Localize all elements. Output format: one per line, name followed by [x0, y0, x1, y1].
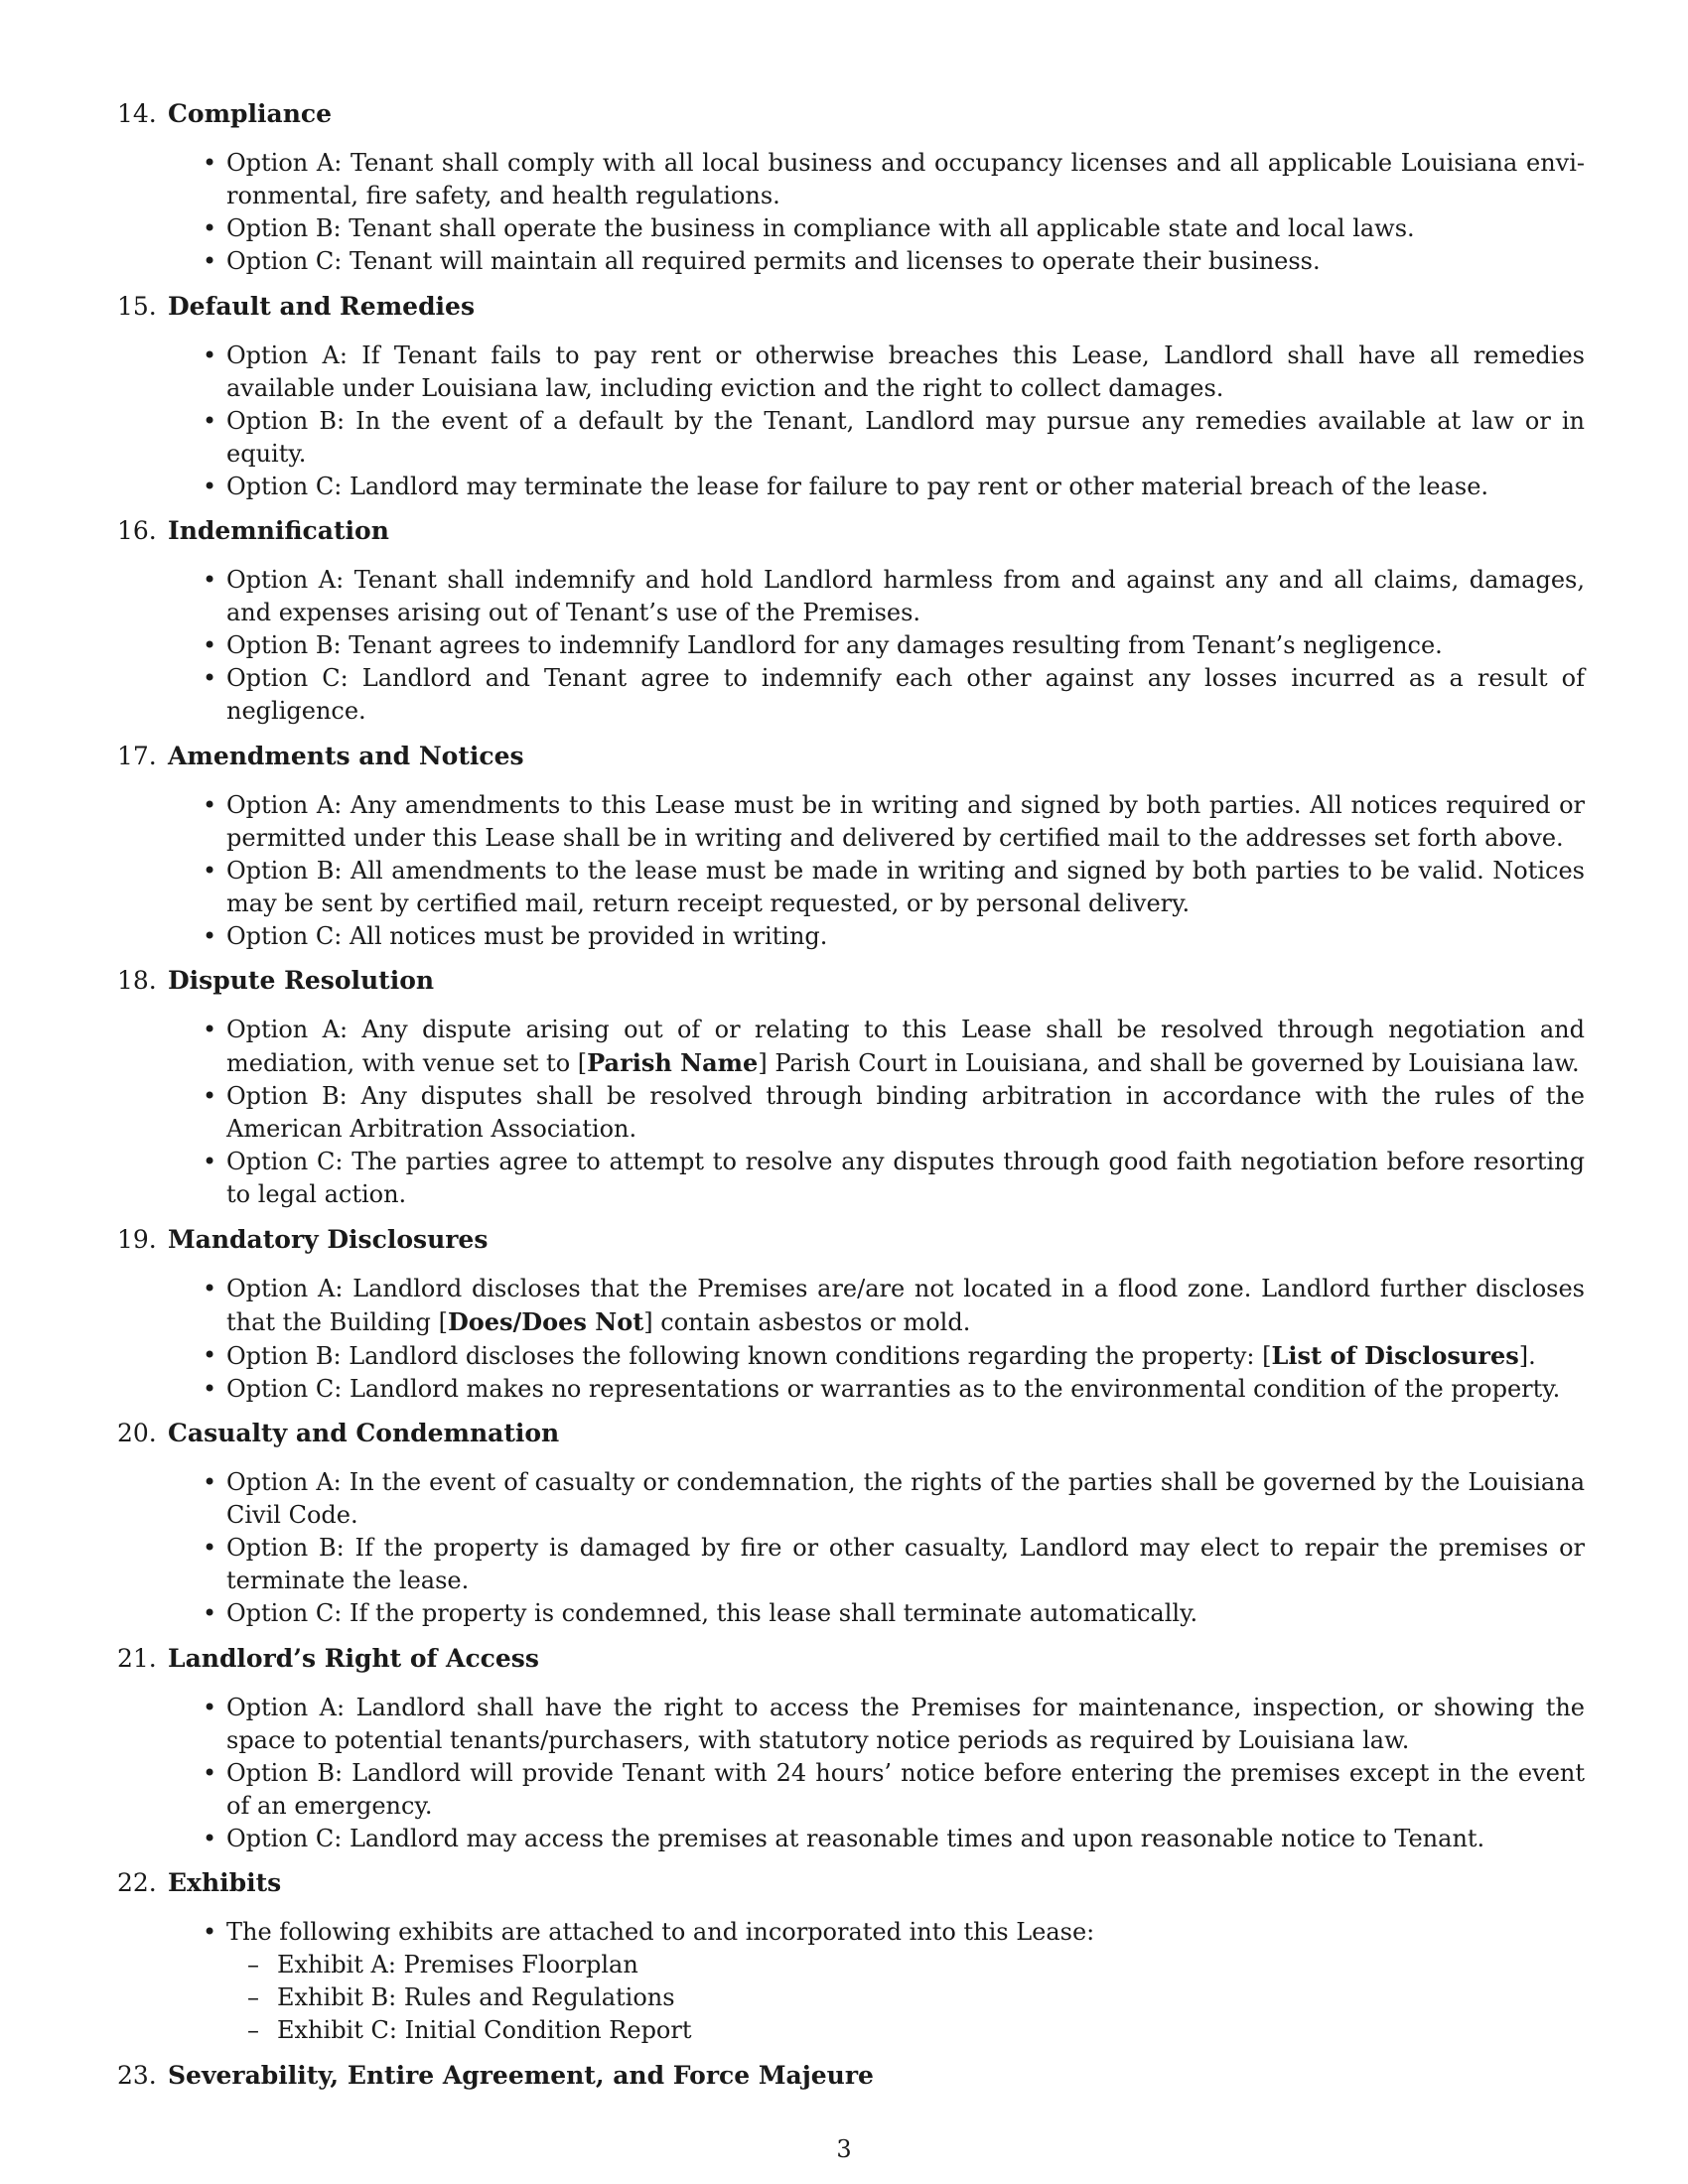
clause-section: [117, 290, 1585, 503]
option-text: Option B: Landlord will provide Tenant with 24 hours’ notice before entering the premises except in the event of an emergency.: [226, 1758, 1585, 1820]
bullet-icon: •: [203, 1274, 217, 1302]
clause-heading: [117, 290, 1585, 323]
dash-icon: –: [247, 1951, 259, 1979]
clause-number: 17.: [117, 741, 157, 770]
bullet-icon: •: [203, 1534, 217, 1562]
clause-section: [117, 740, 1585, 953]
option-text: Option B: Landlord discloses the following known conditions regarding the property:: [226, 1341, 1263, 1370]
bullet-icon: •: [203, 921, 217, 950]
clause-number: 18.: [117, 966, 157, 995]
option-item: [203, 1597, 1585, 1630]
clause-number: 15.: [117, 291, 157, 321]
option-text: Option A: Tenant shall comply with all local business and occupancy licenses and all applicable Louisiana environmental, fire safety, and health regulations.: [226, 149, 1585, 209]
exhibit-label: Exhibit B: Rules and Regulations: [277, 1983, 675, 2011]
option-item: [203, 1532, 1585, 1597]
option-text: Option B: Tenant agrees to indemnify Landlord for any damages resulting from Tenant’s negligence.: [226, 631, 1443, 659]
bullet-icon: •: [203, 1468, 217, 1496]
option-item: [203, 1339, 1585, 1373]
clause-heading: [117, 2059, 1585, 2092]
option-item: [203, 789, 1585, 855]
clause-title: Compliance: [168, 99, 333, 128]
option-text: ] contain asbestos or mold.: [643, 1307, 971, 1336]
bullet-icon: •: [203, 856, 217, 885]
clause-title: Amendments and Notices: [168, 741, 524, 770]
option-text: The following exhibits are attached to and incorporated into this Lease:: [226, 1918, 1095, 1946]
option-text: [: [577, 1049, 588, 1077]
dash-icon: –: [247, 2016, 259, 2044]
clause-section: [117, 964, 1585, 1211]
option-item: [203, 564, 1585, 629]
option-text: Option A: Landlord shall have the right to access the Premises for maintenance, inspection, or showing the space to potential tenants/purchasers, with statutory notice periods as required by Louisiana law.: [226, 1693, 1585, 1754]
option-text: Option A: In the event of casualty or condemnation, the rights of the parties shall be governed by the Louisiana Civil Code.: [226, 1468, 1585, 1529]
page-number: 3: [836, 2135, 852, 2163]
exhibit-list: [226, 1949, 1585, 2047]
bullet-icon: •: [203, 1374, 217, 1403]
option-item: [203, 629, 1585, 662]
clause-heading: [117, 964, 1585, 997]
option-item: [203, 471, 1585, 503]
bullet-icon: •: [203, 664, 217, 692]
option-item: [203, 662, 1585, 728]
bullet-icon: •: [203, 790, 217, 819]
option-item: [203, 1146, 1585, 1211]
option-list: [117, 564, 1585, 728]
clause-section: [117, 1866, 1585, 2047]
dash-icon: –: [247, 1983, 259, 2011]
bullet-icon: •: [203, 149, 217, 177]
placeholder-field: List of Disclosures: [1271, 1340, 1519, 1370]
option-text: Option A: If Tenant fails to pay rent or otherwise breaches this Lease, Landlord shall have all remedies available under Louisiana law, including eviction and the right to collect damages.: [226, 341, 1585, 402]
bullet-icon: •: [203, 341, 217, 369]
exhibit-label: Exhibit A: Premises Floorplan: [277, 1951, 638, 1979]
clause-heading: [117, 514, 1585, 547]
option-text: Option C: All notices must be provided in writing.: [226, 921, 828, 950]
bullet-icon: •: [203, 1599, 217, 1627]
option-item: [203, 1692, 1585, 1757]
option-item: [203, 1466, 1585, 1532]
option-text: Option C: Landlord makes no representations or warranties as to the environmental condition of the property.: [226, 1374, 1561, 1403]
option-text: [: [1262, 1341, 1272, 1370]
bullet-icon: •: [203, 1340, 217, 1369]
option-text: Option A: Tenant shall indemnify and hold Landlord harmless from and against any and all claims, damages, and expenses arising out of Tenant’s use of the Premises.: [226, 566, 1585, 626]
bullet-icon: •: [203, 1082, 217, 1110]
clause-number: 19.: [117, 1224, 157, 1254]
option-list: [117, 1466, 1585, 1630]
clause-section: [117, 1642, 1585, 1855]
option-text: Option A: Any dispute arising out of or relating to this Lease shall be resolved through negotiation and mediation, with venue set to: [226, 1016, 1585, 1077]
option-list: [117, 789, 1585, 953]
bullet-icon: •: [203, 406, 217, 435]
clause-heading: [117, 1223, 1585, 1256]
clause-heading: [117, 740, 1585, 772]
option-list: [117, 1273, 1585, 1406]
clause-number: 16.: [117, 516, 157, 545]
clause-section: [117, 1417, 1585, 1630]
option-item: [203, 340, 1585, 405]
option-item: [203, 147, 1585, 212]
option-text: Option C: If the property is condemned, this lease shall terminate automatically.: [226, 1599, 1198, 1627]
clause-title: Mandatory Disclosures: [168, 1224, 489, 1254]
option-list: [117, 1916, 1585, 2047]
placeholder-field: Does/Does Not: [447, 1306, 644, 1336]
option-text: Option B: In the event of a default by the Tenant, Landlord may pursue any remedies available at law or in equity.: [226, 406, 1585, 468]
bullet-icon: •: [203, 1758, 217, 1787]
clause-number: 21.: [117, 1643, 157, 1673]
clause-heading: [117, 1642, 1585, 1675]
bullet-icon: •: [203, 1918, 217, 1946]
option-text: Option C: Landlord may access the premises at reasonable times and upon reasonable notice to Tenant.: [226, 1824, 1485, 1852]
option-text: Option B: Any disputes shall be resolved through binding arbitration in accordance with the rules of the American Arbitration Association.: [226, 1082, 1585, 1143]
clause-section: [117, 97, 1585, 278]
clause-title: Exhibits: [168, 1868, 282, 1897]
clause-number: 20.: [117, 1419, 157, 1447]
clause-title: Severability, Entire Agreement, and Force Majeure: [168, 2060, 874, 2090]
option-text: Option C: Landlord may terminate the lease for failure to pay rent or other material breach of the lease.: [226, 472, 1489, 500]
option-item: [203, 1373, 1585, 1406]
option-text: Option A: Any amendments to this Lease must be in writing and signed by both parties. All notices required or permitted under this Lease shall be in writing and delivered by certified mail to the addresses set forth above.: [226, 790, 1585, 852]
clause-section: [117, 514, 1585, 728]
option-text: Option C: Tenant will maintain all required permits and licenses to operate their business.: [226, 247, 1321, 275]
bullet-icon: •: [203, 566, 217, 594]
clause-title: Default and Remedies: [168, 291, 476, 321]
clause-number: 22.: [117, 1868, 157, 1897]
clause-heading: [117, 1417, 1585, 1449]
option-text: Option C: The parties agree to attempt to resolve any disputes through good faith negotiation before resorting to legal action.: [226, 1148, 1585, 1208]
option-text: Option C: Landlord and Tenant agree to indemnify each other against any losses incurred as a result of negligence.: [226, 664, 1585, 725]
option-item: [203, 1014, 1585, 1080]
clause-title: Landlord’s Right of Access: [168, 1643, 539, 1673]
option-text: [: [438, 1307, 448, 1336]
bullet-icon: •: [203, 1824, 217, 1852]
bullet-icon: •: [203, 631, 217, 659]
exhibit-item: [247, 2014, 1585, 2047]
bullet-icon: •: [203, 1148, 217, 1175]
exhibit-item: [247, 1981, 1585, 2014]
option-text: ].: [1518, 1341, 1536, 1370]
option-item: [203, 212, 1585, 245]
bullet-icon: •: [203, 1016, 217, 1043]
clause-title: Indemnification: [168, 516, 389, 545]
bullet-icon: •: [203, 247, 217, 275]
option-text: Option A: Landlord discloses that the Premises are/are not located in a flood zone. Landlord further discloses that the Building: [226, 1274, 1585, 1336]
option-text: Option B: All amendments to the lease must be made in writing and signed by both parties to be valid. Notices may be sent by certified mail, return receipt requested, or by personal delivery.: [226, 856, 1585, 917]
clause-section: [117, 1223, 1585, 1406]
clause-title: Casualty and Condemnation: [168, 1419, 560, 1447]
option-list: [117, 147, 1585, 278]
exhibit-label: Exhibit C: Initial Condition Report: [277, 2016, 692, 2044]
clause-number: 23.: [117, 2060, 157, 2090]
option-item: [203, 1916, 1585, 2047]
bullet-icon: •: [203, 1693, 217, 1721]
option-item: [203, 1273, 1585, 1339]
exhibit-item: [247, 1949, 1585, 1981]
bullet-icon: •: [203, 214, 217, 242]
option-item: [203, 1757, 1585, 1823]
option-item: [203, 1823, 1585, 1855]
option-item: [203, 855, 1585, 920]
clause-title: Dispute Resolution: [168, 966, 435, 995]
option-list: [117, 340, 1585, 503]
clause-section: [117, 2059, 1585, 2092]
clause-heading: [117, 97, 1585, 130]
option-item: [203, 1080, 1585, 1146]
option-item: [203, 245, 1585, 278]
option-item: [203, 920, 1585, 953]
option-list: [117, 1692, 1585, 1855]
bullet-icon: •: [203, 472, 217, 500]
option-text: Option B: Tenant shall operate the business in compliance with all applicable state and local laws.: [226, 214, 1415, 242]
option-list: [117, 1014, 1585, 1211]
option-item: [203, 405, 1585, 471]
placeholder-field: Parish Name: [587, 1048, 759, 1077]
clause-number: 14.: [117, 99, 157, 128]
lease-clauses: [117, 97, 1585, 2103]
clause-heading: [117, 1866, 1585, 1899]
option-text: Option B: If the property is damaged by fire or other casualty, Landlord may elect to repair the premises or terminate the lease.: [226, 1534, 1585, 1594]
option-text: ] Parish Court in Louisiana, and shall be governed by Louisiana law.: [758, 1049, 1580, 1077]
